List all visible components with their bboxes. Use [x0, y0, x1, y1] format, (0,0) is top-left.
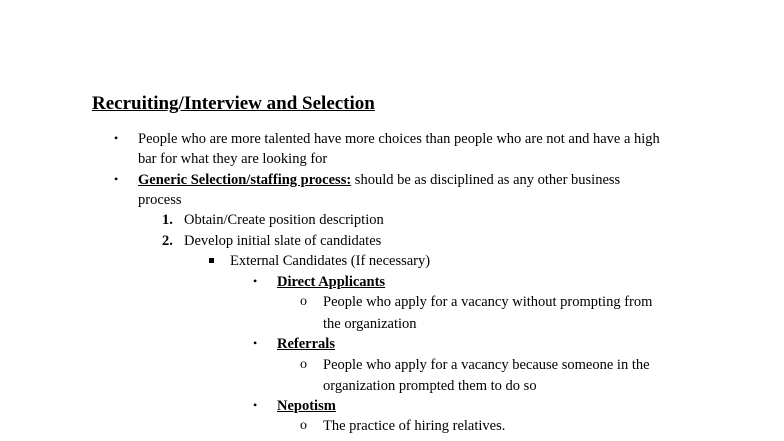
section-heading: Recruiting/Interview and Selection — [92, 93, 375, 114]
bullet-text-2-line-1 — [138, 171, 620, 189]
direct-applicants-desc-line-2: the organization — [323, 316, 417, 332]
bullet-text-2-line-2: process — [138, 192, 182, 208]
step-text-1: Obtain/Create position description — [184, 212, 384, 228]
nepotism-label: Nepotism — [277, 398, 336, 414]
external-candidates-text: External Candidates (If necessary) — [230, 253, 431, 269]
sub-bullet-icon: o — [300, 418, 307, 433]
generic-selection-label: Generic Selection/staffing process: — [138, 172, 352, 188]
bullet-icon: • — [253, 336, 258, 350]
step-number-1: 1. — [162, 212, 173, 228]
bullet-icon: • — [114, 172, 119, 186]
direct-applicants-label: Direct Applicants — [277, 274, 386, 290]
sub-bullet-icon: o — [300, 294, 307, 309]
sub-bullet-icon: o — [300, 357, 307, 372]
bullet-icon: • — [253, 398, 258, 412]
step-number-2: 2. — [162, 233, 173, 249]
direct-applicants-desc-line-1: People who apply for a vacancy without prompting from — [323, 294, 653, 310]
referrals-desc-line-1: People who apply for a vacancy because someone in the — [323, 357, 650, 373]
referrals-desc-line-2: organization prompted them to do so — [323, 378, 537, 394]
generic-selection-text: should be as disciplined as any other business — [351, 172, 621, 188]
referrals-label: Referrals — [277, 336, 335, 352]
bullet-icon: • — [114, 131, 119, 145]
bullet-text-1-line-1: People who are more talented have more choices than people who are not and have a high — [138, 131, 660, 147]
step-text-2: Develop initial slate of candidates — [184, 233, 382, 249]
bullet-icon: • — [253, 274, 258, 288]
square-bullet-icon — [209, 258, 214, 263]
bullet-text-1-line-2: bar for what they are looking for — [138, 151, 328, 167]
nepotism-desc: The practice of hiring relatives. — [323, 418, 506, 434]
